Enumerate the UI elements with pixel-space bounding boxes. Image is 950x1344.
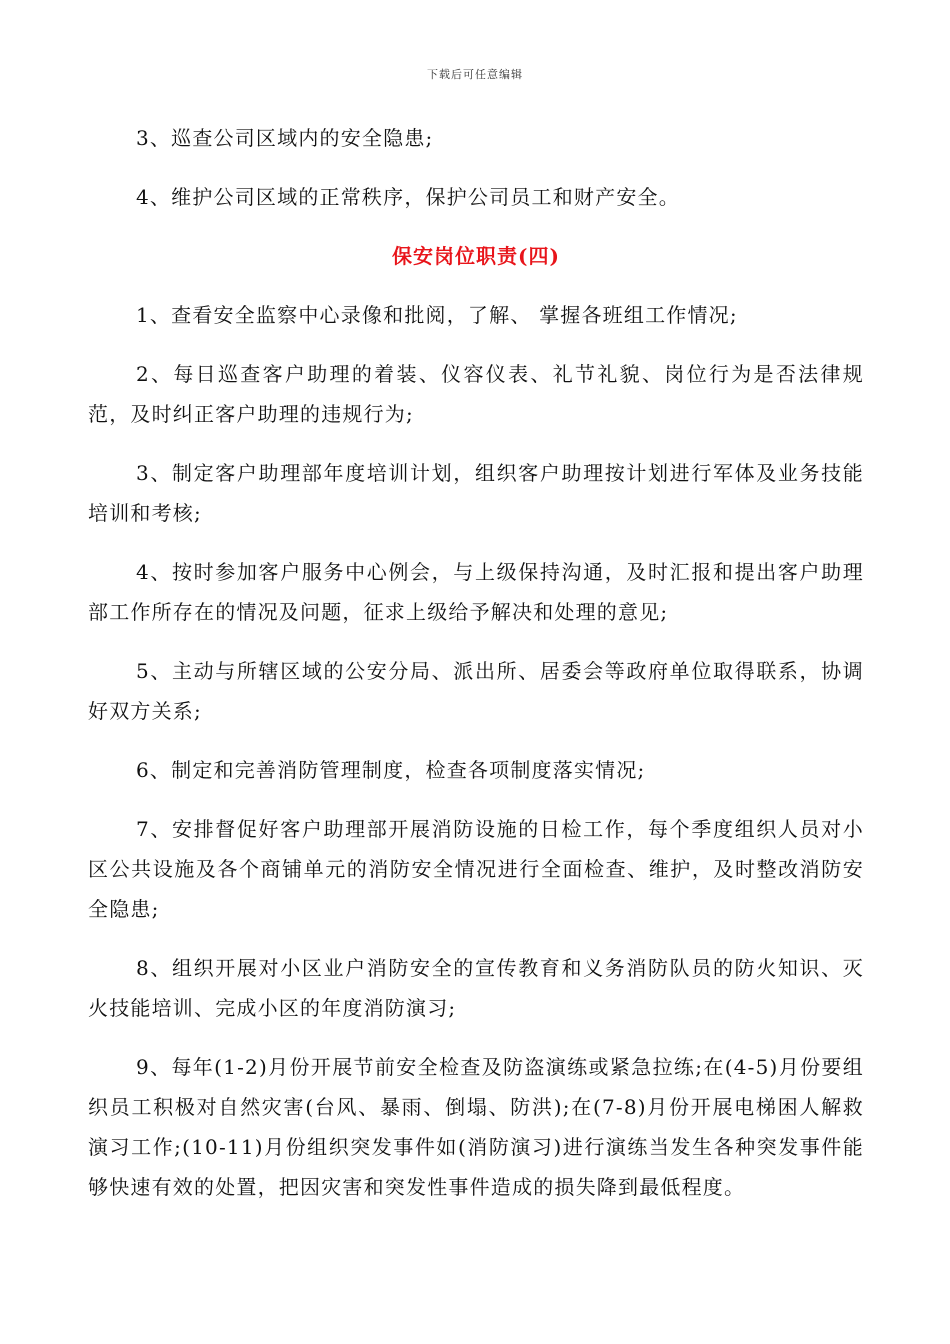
list-item: 6、制定和完善消防管理制度，检查各项制度落实情况; bbox=[136, 758, 646, 782]
page-header-note: 下载后可任意编辑 bbox=[427, 68, 523, 81]
list-item: 3、制定客户助理部年度培训计划，组织客户助理按计划进行军体及业务技能培训和考核; bbox=[88, 461, 864, 525]
list-item: 9、每年(1-2)月份开展节前安全检查及防盗演练或紧急拉练;在(4-5)月份要组织员工积极对自然灾害(台风、暴雨、倒塌、防洪);在(7-8)月份开展电梯困人解救演习工作;(10-11)月份组织突发事件如(消防演习)进行演练当发生各种突发事件能够快速有效的处置，把因灾害和突发性事件造成的损失降到最低程度。 bbox=[88, 1055, 864, 1199]
list-item: 3、巡查公司区域内的安全隐患; bbox=[136, 126, 434, 150]
section-title: 保安岗位职责(四) bbox=[392, 244, 560, 268]
list-item: 8、组织开展对小区业户消防安全的宣传教育和义务消防队员的防火知识、灭火技能培训、完成小区的年度消防演习; bbox=[88, 956, 864, 1020]
list-item: 1、查看安全监察中心录像和批阅，了解、 掌握各班组工作情况; bbox=[136, 303, 738, 327]
list-item: 4、维护公司区域的正常秩序，保护公司员工和财产安全。 bbox=[136, 185, 680, 209]
list-item: 4、按时参加客户服务中心例会，与上级保持沟通，及时汇报和提出客户助理部工作所存在的情况及问题，征求上级给予解决和处理的意见; bbox=[88, 560, 864, 624]
list-item: 5、主动与所辖区域的公安分局、派出所、居委会等政府单位取得联系，协调好双方关系; bbox=[88, 659, 864, 723]
list-item: 2、每日巡查客户助理的着装、仪容仪表、礼节礼貌、岗位行为是否法律规范，及时纠正客户助理的违规行为; bbox=[88, 362, 864, 426]
list-item: 7、安排督促好客户助理部开展消防设施的日检工作，每个季度组织人员对小区公共设施及各个商铺单元的消防安全情况进行全面检查、维护，及时整改消防安全隐患; bbox=[88, 817, 864, 921]
document-body bbox=[88, 118, 864, 1226]
